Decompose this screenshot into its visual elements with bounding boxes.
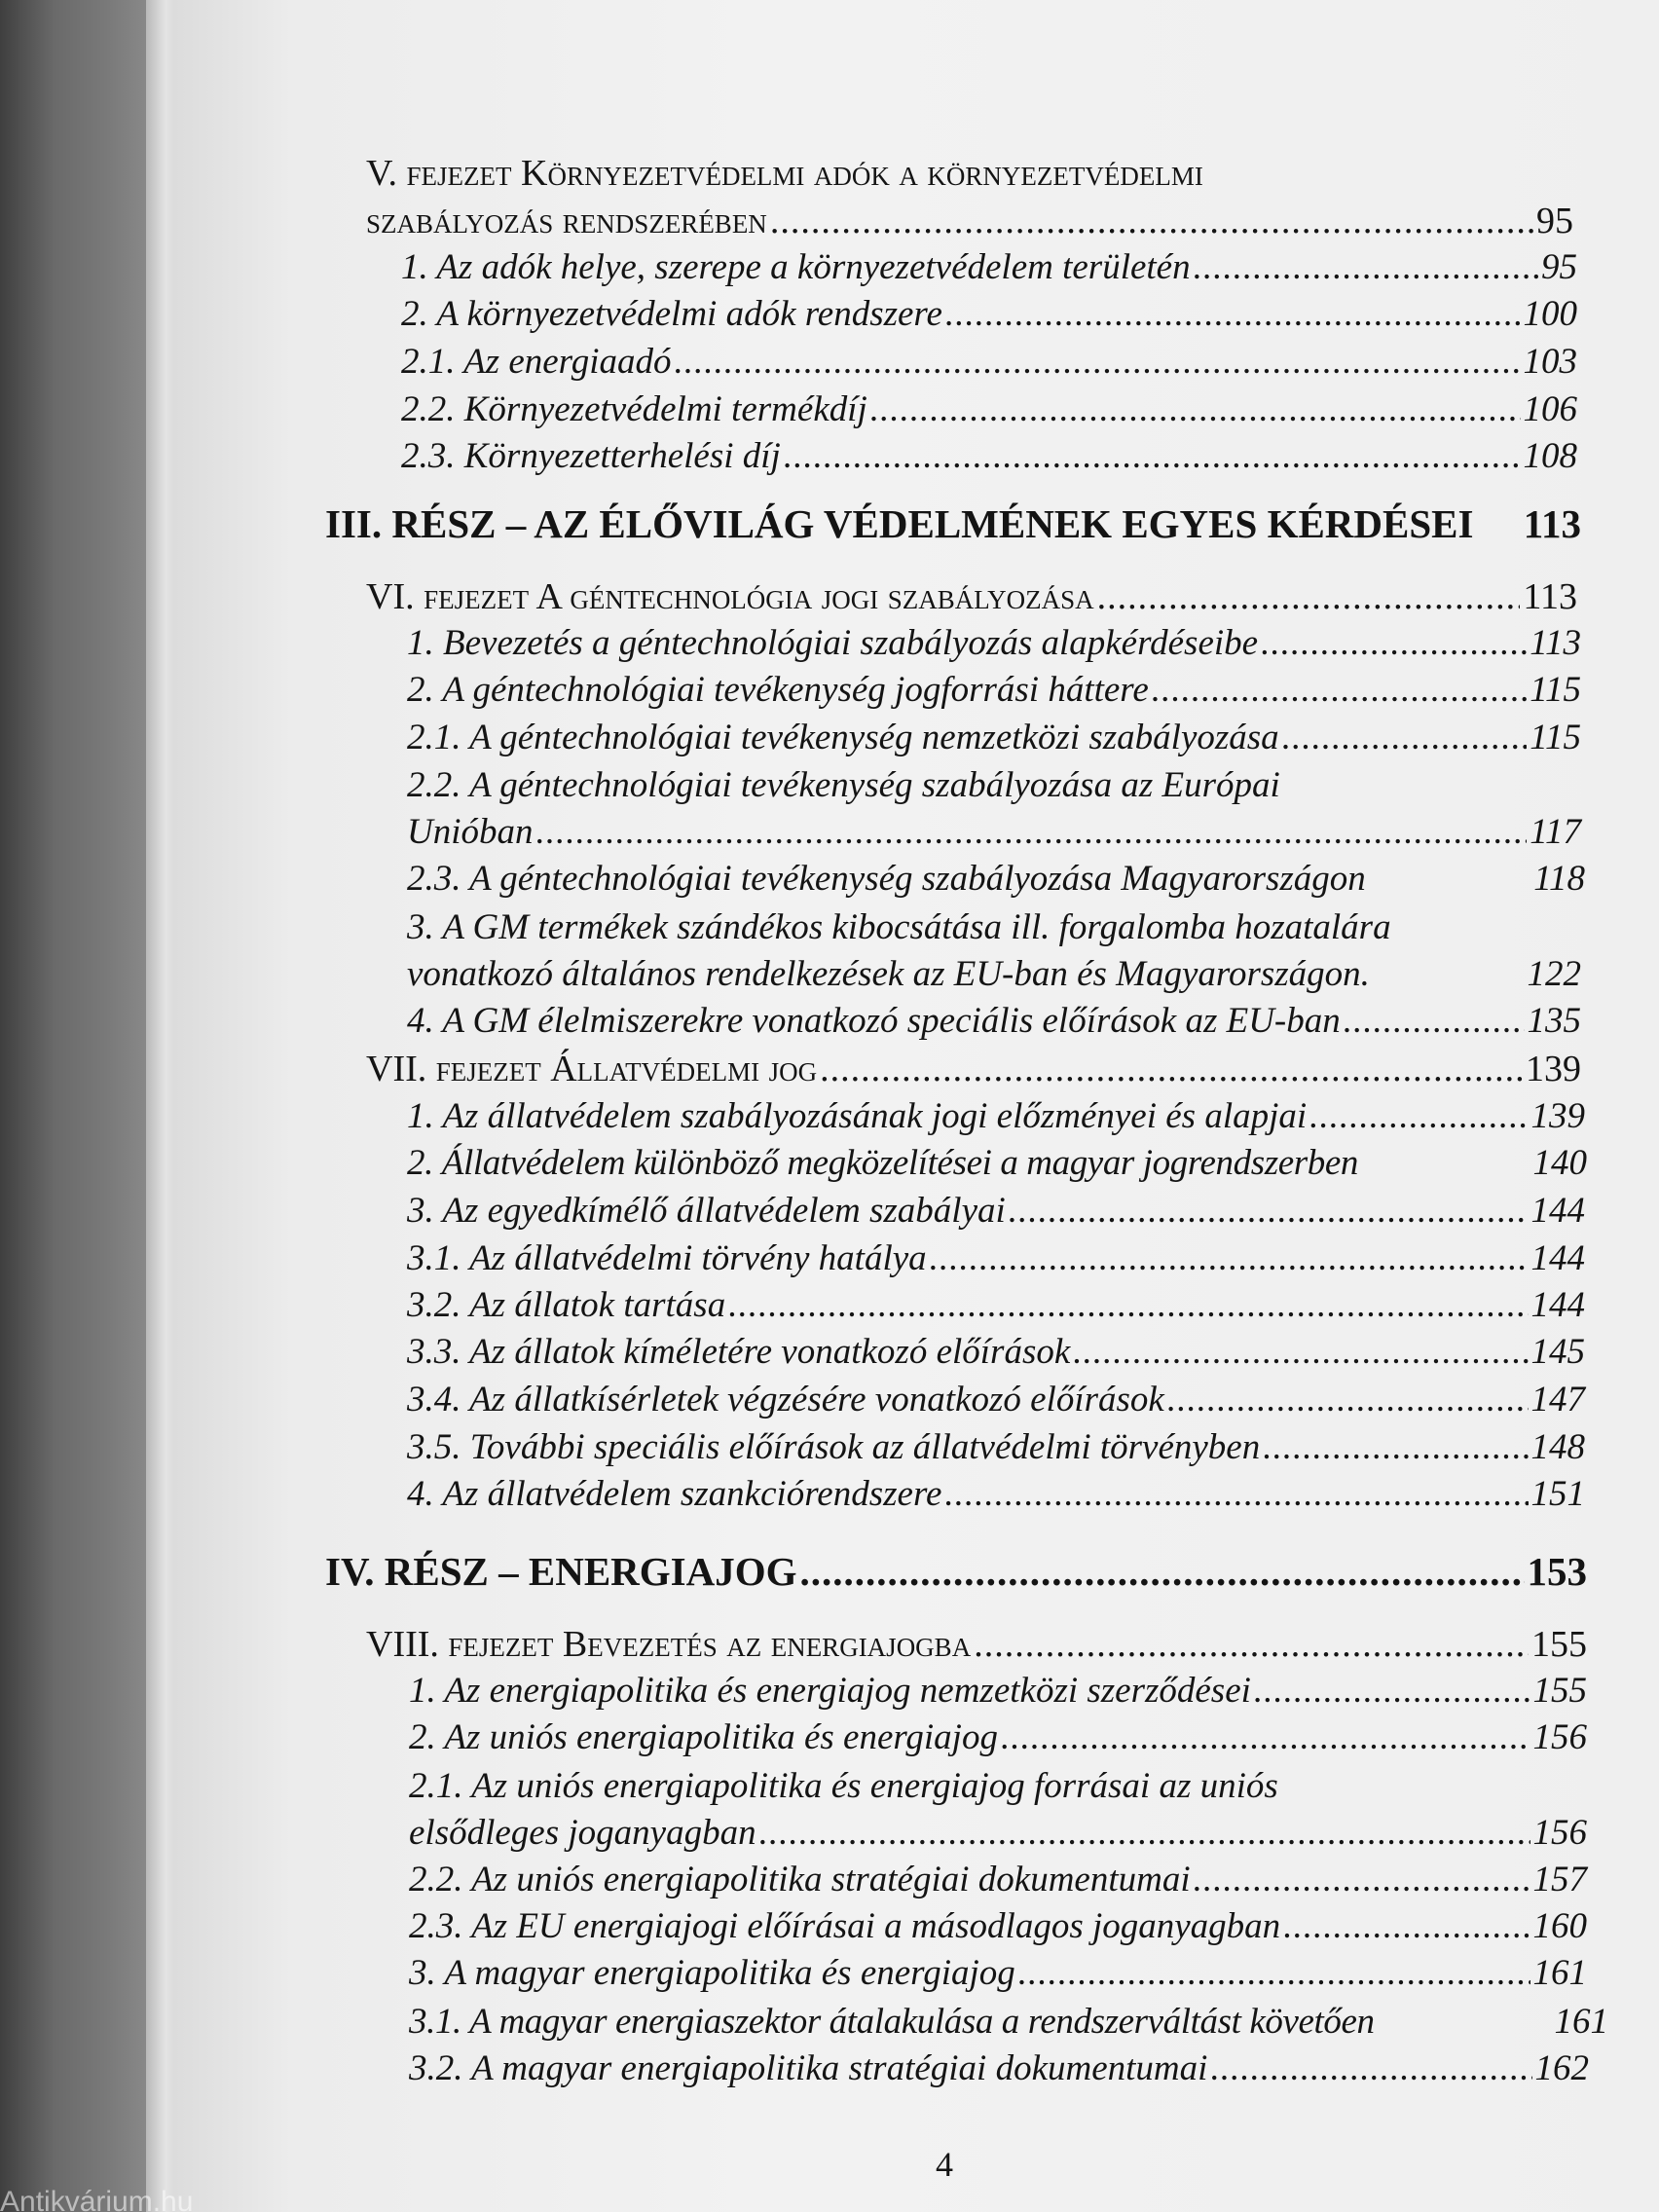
toc-entry: 3.2. A magyar energiapolitika stratégiai dokumentumai ..... 162 <box>409 2046 1589 2091</box>
toc-entry: 1. Az adók helye, szerepe a környezetvédelem területén ..... 95 <box>401 245 1577 290</box>
toc-entry: 2. Állatvédelem különböző megközelítései a magyar jogrendszerben 140 <box>407 1143 1587 1183</box>
toc-entry: 2.3. A géntechnológiai tevékenység szabályozása Magyarországon 118 <box>407 859 1585 899</box>
toc-entry: elsődleges joganyagban ..... 156 <box>409 1811 1587 1856</box>
toc-entry: 2. Az uniós energiapolitika és energiajog ..... 156 <box>409 1715 1587 1760</box>
toc-entry: 2.3. Az EU energiajogi előírásai a másodlagos joganyagban ..... 160 <box>409 1904 1587 1949</box>
toc-entry: 2.2. Az uniós energiapolitika stratégiai dokumentumai ..... 157 <box>409 1858 1587 1902</box>
toc-entry: 3. A GM termékek szándékos kibocsátása ill. forgalomba hozatalára <box>407 907 1391 947</box>
part-4-heading: IV. RÉSZ – ENERGIAJOG ..... 153 <box>325 1546 1587 1597</box>
toc-entry: 3.1. Az állatvédelmi törvény hatálya ..... 144 <box>407 1236 1585 1281</box>
toc-entry: 2.3. Környezetterhelési díj ..... 108 <box>401 434 1577 479</box>
toc-entry: 1. Bevezetés a géntechnológiai szabályozás alapkérdéseibe ..... 113 <box>407 621 1581 666</box>
toc-entry: 3. A magyar energiapolitika és energiajog ..... 161 <box>409 1951 1587 1996</box>
toc-entry: 3.2. Az állatok tartása ..... 144 <box>407 1283 1585 1328</box>
chapter-6-heading: VI. fejezet A géntechnológia jogi szabályozása ..... 113 <box>366 574 1577 619</box>
chapter-8-heading: VIII. fejezet Bevezetés az energiajogba ..... 155 <box>366 1622 1587 1667</box>
watermark: Antikvárium.hu <box>0 2186 194 2212</box>
chapter-5-heading: V. fejezet Környezetvédelmi adók a környezetvédelmi <box>366 153 1203 194</box>
chapter-5-heading-cont <box>366 199 1573 243</box>
leader-dots <box>770 199 1533 243</box>
toc-entry: 2.2. Környezetvédelmi termékdíj ..... 106 <box>401 387 1577 432</box>
toc-title: szabályozás rendszerében <box>366 201 767 241</box>
toc-entry: 4. Az állatvédelem szankciórendszere ..... 151 <box>407 1472 1585 1517</box>
toc-entry: 3.1. A magyar energiaszektor átalakulása a rendszerváltást követően 161 <box>409 2002 1608 2042</box>
toc-entry: 1. Az energiapolitika és energiajog nemzetközi szerződései ..... 155 <box>409 1669 1587 1714</box>
toc-entry: vonatkozó általános rendelkezések az EU-ban és Magyarországon. 122 <box>407 954 1581 994</box>
toc-entry: 3.5. További speciális előírások az állatvédelmi törvényben ..... 148 <box>407 1425 1585 1470</box>
part-3-heading: III. RÉSZ – AZ ÉLŐVILÁG VÉDELMÉNEK EGYES KÉRDÉSEI 113 <box>325 501 1581 546</box>
toc-entry: 4. A GM élelmiszerekre vonatkozó speciális előírások az EU-ban ..... 135 <box>407 999 1581 1044</box>
toc-entry: 2.2. A géntechnológiai tevékenység szabályozása az Európai <box>407 765 1280 805</box>
toc-entry: 3.4. Az állatkísérletek végzésére vonatkozó előírások ..... 147 <box>407 1378 1585 1422</box>
toc-entry: 3.3. Az állatok kíméletére vonatkozó előírások ..... 145 <box>407 1330 1585 1375</box>
toc-entry: 3. Az egyedkímélő állatvédelem szabályai ..... 144 <box>407 1189 1585 1234</box>
toc-entry: 2.1. Az uniós energiapolitika és energiajog forrásai az uniós <box>409 1766 1278 1806</box>
toc-entry: 2.1. Az energiaadó ..... 103 <box>401 340 1577 385</box>
toc-entry: 2. A környezetvédelmi adók rendszere ..... 100 <box>401 292 1577 337</box>
chapter-7-heading: VII. fejezet Állatvédelmi jog ..... 139 <box>366 1047 1581 1091</box>
toc-page: 95 <box>1536 201 1573 241</box>
toc-entry: 2.1. A géntechnológiai tevékenység nemzetközi szabályozása ..... 115 <box>407 716 1581 760</box>
page-number: 4 <box>936 2145 953 2184</box>
toc-entry: Unióban ..... 117 <box>407 810 1581 855</box>
toc-entry: 2. A géntechnológiai tevékenység jogforrási háttere ..... 115 <box>407 668 1581 713</box>
toc-entry: 1. Az állatvédelem szabályozásának jogi előzményei és alapjai ..... 139 <box>407 1094 1585 1139</box>
